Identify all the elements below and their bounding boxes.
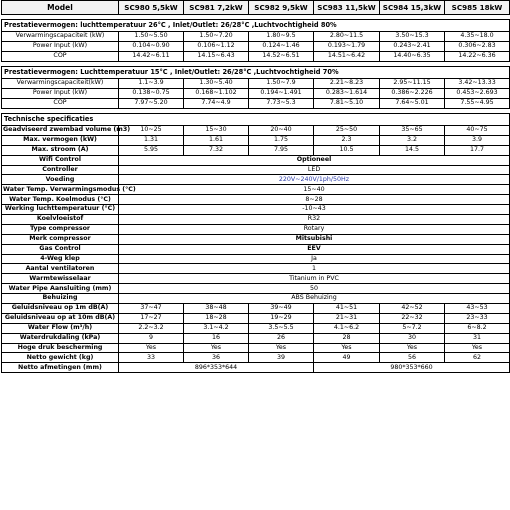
cell-value: 10~25 — [119, 126, 184, 136]
cell-value: 4.1~6.2 — [314, 323, 380, 333]
cell-value: 7.97~5.20 — [119, 99, 184, 109]
table-row — [2, 224, 510, 234]
table-row — [2, 185, 510, 195]
dimensions-group-2: 980*353*660 — [314, 363, 510, 373]
row-label: Gas Control — [2, 244, 119, 254]
cell-value: 40~75 — [445, 126, 510, 136]
shared-value: Rotary — [119, 224, 510, 234]
cell-value: Yes — [380, 343, 445, 353]
cell-value: 14.42~6.11 — [119, 52, 184, 62]
table-row — [2, 343, 510, 353]
cell-value: 14.52~6.51 — [249, 52, 314, 62]
cell-value: 41~51 — [314, 304, 380, 314]
cell-value: 0.243~2.41 — [380, 42, 445, 52]
table-row — [2, 234, 510, 244]
row-label: Netto afmetingen (mm) — [2, 363, 119, 373]
table-row — [2, 274, 510, 284]
section-title: Prestatievermogen: luchttemperatuur 26°C , Inlet/Outlet: 26/28°C ,Luchtvochtigheid 80% — [2, 20, 510, 32]
cell-value: 19~29 — [249, 313, 314, 323]
row-label: Water Temp. Verwarmingsmodus (°C) — [2, 185, 119, 195]
table-row — [2, 353, 510, 363]
table-row — [2, 323, 510, 333]
table-row — [2, 333, 510, 343]
technical-specs-table — [1, 113, 510, 373]
cell-value: 21~31 — [314, 313, 380, 323]
cell-value: 7.64~5.01 — [380, 99, 445, 109]
table-row — [2, 294, 510, 304]
cell-value: 25~50 — [314, 126, 380, 136]
cell-value: 2.95~11.15 — [380, 79, 445, 89]
cell-value: 9 — [119, 333, 184, 343]
cell-value: 2.80~11.5 — [314, 32, 380, 42]
table-row — [2, 135, 510, 145]
row-label: Verwarmingscapaciteit (kW) — [2, 32, 119, 42]
cell-value: 2.3 — [314, 135, 380, 145]
cell-value: 0.106~1.12 — [184, 42, 249, 52]
model-name: SC980 5,5kW — [119, 1, 184, 15]
row-label: Wifi Control — [2, 155, 119, 165]
table-row — [2, 79, 510, 89]
shared-value: ABS Behuizing — [119, 294, 510, 304]
row-label: Geadviseerd zwembad volume (m3) — [2, 126, 119, 136]
cell-value: 1.30~5.40 — [184, 79, 249, 89]
cell-value: 16 — [184, 333, 249, 343]
cell-value: 31 — [445, 333, 510, 343]
cell-value: 0.138~0.75 — [119, 89, 184, 99]
cell-value: 14.15~6.43 — [184, 52, 249, 62]
cell-value: 49 — [314, 353, 380, 363]
table-row — [2, 215, 510, 225]
cell-value: 7.74~4.9 — [184, 99, 249, 109]
cell-value: 0.194~1.491 — [249, 89, 314, 99]
cell-value: 3.2 — [380, 135, 445, 145]
cell-value: 0.168~1.102 — [184, 89, 249, 99]
cell-value: 39~49 — [249, 304, 314, 314]
table-row — [2, 99, 510, 109]
shared-value: 220V~240V/1ph/50Hz — [119, 175, 510, 185]
cell-value: 5.95 — [119, 145, 184, 155]
cell-value: 20~40 — [249, 126, 314, 136]
cell-value: 39 — [249, 353, 314, 363]
spec-table — [1, 0, 510, 15]
table-row — [2, 363, 510, 373]
row-label: Verwarmingscapaciteit(kW) — [2, 79, 119, 89]
row-label: Controller — [2, 165, 119, 175]
cell-value: 23~33 — [445, 313, 510, 323]
row-label: Waterdrukdaling (kPa) — [2, 333, 119, 343]
cell-value: 6~8.2 — [445, 323, 510, 333]
cell-value: 10.5 — [314, 145, 380, 155]
cell-value: 14.5 — [380, 145, 445, 155]
table-row — [2, 313, 510, 323]
cell-value: 38~48 — [184, 304, 249, 314]
cell-value: 7.55~4.95 — [445, 99, 510, 109]
table-row — [2, 52, 510, 62]
shared-value: Mitsubishi — [119, 234, 510, 244]
row-label: Power Input (kW) — [2, 42, 119, 52]
cell-value: 0.306~2.83 — [445, 42, 510, 52]
cell-value: 0.104~0.90 — [119, 42, 184, 52]
cell-value: 3.50~15.3 — [380, 32, 445, 42]
cell-value: 28 — [314, 333, 380, 343]
row-label: Merk compressor — [2, 234, 119, 244]
row-label: Werking luchttemperatuur (°C) — [2, 205, 119, 215]
table-row — [2, 165, 510, 175]
model-header-row — [2, 1, 510, 15]
shared-value: EEV — [119, 244, 510, 254]
table-row — [2, 89, 510, 99]
cell-value: 26 — [249, 333, 314, 343]
cell-value: 43~53 — [445, 304, 510, 314]
cell-value: 2.2~3.2 — [119, 323, 184, 333]
cell-value: 1.31 — [119, 135, 184, 145]
shared-value: 1 — [119, 264, 510, 274]
cell-value: 4.35~18.0 — [445, 32, 510, 42]
cell-value: 15~30 — [184, 126, 249, 136]
cell-value: 14.51~6.42 — [314, 52, 380, 62]
cell-value: 5~7.2 — [380, 323, 445, 333]
cell-value: 37~47 — [119, 304, 184, 314]
cell-value: 0.453~2.693 — [445, 89, 510, 99]
model-label: Model — [2, 1, 119, 15]
cell-value: 0.193~1.79 — [314, 42, 380, 52]
table-row — [2, 254, 510, 264]
shared-value: -10~43 — [119, 205, 510, 215]
cell-value: 22~32 — [380, 313, 445, 323]
cell-value: 3.42~13.33 — [445, 79, 510, 89]
row-label: Koelvloeistof — [2, 215, 119, 225]
cell-value: 42~52 — [380, 304, 445, 314]
cell-value: 35~65 — [380, 126, 445, 136]
cell-value: 17.7 — [445, 145, 510, 155]
cell-value: 0.386~2.226 — [380, 89, 445, 99]
row-label: Aantal ventilatoren — [2, 264, 119, 274]
row-label: Geluidsniveau op at 10m dB(A) — [2, 313, 119, 323]
model-name: SC982 9,5kW — [249, 1, 314, 15]
row-label: COP — [2, 52, 119, 62]
shared-value: 8~28 — [119, 195, 510, 205]
cell-value: 1.75 — [249, 135, 314, 145]
cell-value: 3.9 — [445, 135, 510, 145]
cell-value: 62 — [445, 353, 510, 363]
cell-value: 1.61 — [184, 135, 249, 145]
cell-value: 7.32 — [184, 145, 249, 155]
cell-value: 30 — [380, 333, 445, 343]
row-label: Behuizing — [2, 294, 119, 304]
row-label: 4-Weg klep — [2, 254, 119, 264]
row-label: Power Input (kW) — [2, 89, 119, 99]
cell-value: 0.124~1.46 — [249, 42, 314, 52]
cell-value: 3.1~4.2 — [184, 323, 249, 333]
cell-value: 36 — [184, 353, 249, 363]
table-row — [2, 264, 510, 274]
section-title: Prestatievermogen: Luchttemperatuur 15°C , Inlet/Outlet: 26/28°C ,Luchtvochtigheid 70% — [2, 67, 510, 79]
shared-value: Titanium in PVC — [119, 274, 510, 284]
cell-value: 18~28 — [184, 313, 249, 323]
cell-value: Yes — [445, 343, 510, 353]
cell-value: 1.50~7.9 — [249, 79, 314, 89]
row-label: COP — [2, 99, 119, 109]
shared-value: Ja — [119, 254, 510, 264]
model-name: SC983 11,5kW — [314, 1, 380, 15]
row-label: Water Pipe Aansluiting (mm) — [2, 284, 119, 294]
cell-value: 3.5~5.5 — [249, 323, 314, 333]
cell-value: 33 — [119, 353, 184, 363]
performance-15-table — [1, 66, 510, 109]
row-label: Type compressor — [2, 224, 119, 234]
row-label: Hoge druk bescherming — [2, 343, 119, 353]
cell-value: 17~27 — [119, 313, 184, 323]
table-row — [2, 304, 510, 314]
dimensions-group-1: 896*353*644 — [119, 363, 314, 373]
row-label: Geluidsniveau op 1m dB(A) — [2, 304, 119, 314]
table-row — [2, 175, 510, 185]
table-row — [2, 145, 510, 155]
cell-value: Yes — [249, 343, 314, 353]
row-label: Warmtewisselaar — [2, 274, 119, 284]
cell-value: 7.95 — [249, 145, 314, 155]
table-row — [2, 32, 510, 42]
row-label: Netto gewicht (kg) — [2, 353, 119, 363]
row-label: Water Temp. Koelmodus (°C) — [2, 195, 119, 205]
row-label: Max. vermogen (kW) — [2, 135, 119, 145]
shared-value: R32 — [119, 215, 510, 225]
row-label: Voeding — [2, 175, 119, 185]
performance-26-table — [1, 19, 510, 62]
cell-value: 1.50~7.20 — [184, 32, 249, 42]
table-row — [2, 244, 510, 254]
cell-value: 56 — [380, 353, 445, 363]
cell-value: Yes — [314, 343, 380, 353]
shared-value: 50 — [119, 284, 510, 294]
cell-value: 1.80~9.5 — [249, 32, 314, 42]
cell-value: 1.50~5.50 — [119, 32, 184, 42]
table-row — [2, 155, 510, 165]
model-name: SC985 18kW — [445, 1, 510, 15]
cell-value: 14.40~6.35 — [380, 52, 445, 62]
cell-value: 1.1~3.9 — [119, 79, 184, 89]
cell-value: 7.81~5.10 — [314, 99, 380, 109]
section-title: Technische specificaties — [2, 114, 510, 126]
model-name: SC981 7,2kW — [184, 1, 249, 15]
table-row — [2, 126, 510, 136]
table-row — [2, 205, 510, 215]
cell-value: 14.22~6.36 — [445, 52, 510, 62]
table-row — [2, 284, 510, 294]
cell-value: Yes — [119, 343, 184, 353]
cell-value: 0.283~1.614 — [314, 89, 380, 99]
cell-value: 7.73~5.3 — [249, 99, 314, 109]
shared-value: 15~40 — [119, 185, 510, 195]
shared-value: LED — [119, 165, 510, 175]
shared-value: Optioneel — [119, 155, 510, 165]
row-label: Max. stroom (A) — [2, 145, 119, 155]
cell-value: 2.21~8.23 — [314, 79, 380, 89]
table-row — [2, 195, 510, 205]
model-name: SC984 15,3kW — [380, 1, 445, 15]
row-label: Water Flow (m³/h) — [2, 323, 119, 333]
table-row — [2, 42, 510, 52]
cell-value: Yes — [184, 343, 249, 353]
